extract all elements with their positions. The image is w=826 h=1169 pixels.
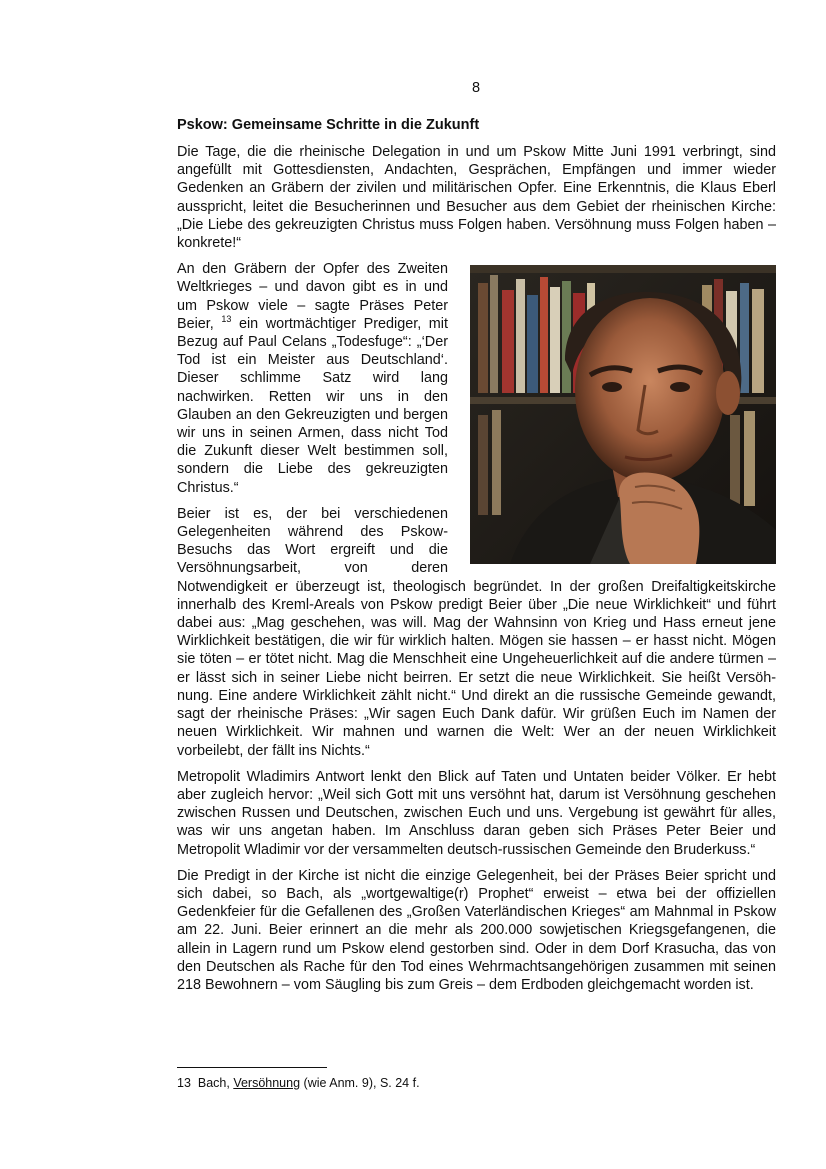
section-heading: Pskow: Gemeinsame Schritte in die Zukunft <box>177 117 480 133</box>
footnote-title: Versöhnung <box>233 1076 301 1090</box>
footnote-divider <box>177 1067 327 1068</box>
footnote-rest: (wie Anm. 9), S. 24 f. <box>303 1076 420 1090</box>
footnote <box>177 1075 420 1091</box>
footnote-number: 13 <box>177 1076 191 1090</box>
footnote-author: Bach, <box>197 1076 230 1090</box>
article-body <box>177 116 776 1002</box>
paragraph-5: Die Predigt in der Kirche ist nicht die einzige Gelegenheit, bei der Präses Beier spricht und sich dabei, so Bach, als „wortgewaltige(r) Prophet“ erweist – etwa bei der offiziellen Gedenkfeier für die Gefallenen des „Großen Vaterländischen Krieges“ am Mahnmal in Pskow am 22. Juni. Beier erinnert an die mehr als 200.000 sowjetischen Kriegsgefangenen, die allein in Lagern rund um Pskow elend gestorben sind. Oder in dem Dorf Krasucha, das von den Deutschen als Rache für den Tod eines Wehrmachtsangehörigen zusammen mit seinen 218 Bewohnern – vom Säugling bis zum Greis – dem Erdboden gleichgemacht worden ist. <box>177 867 776 993</box>
page-number: 8 <box>471 80 481 96</box>
paragraph-2-text-b: ein wortmächtiger Prediger, mit Bezug auf Paul Celans „Todesfuge“: „‘Der Tod ist ein Meister aus Deutschland‘. Dieser schlimme Satz wird lang nachwirken. Retten wir uns in den Glauben an den Gekreuzigten und bergen wir uns in seinen Armen, dass nicht Tod die Zukunft dieser Welt bestimmen soll, sondern die Liebe des gekreuzigten Christus.“ <box>177 315 448 496</box>
paragraph-1: Die Tage, die die rheinische Delegation in und um Pskow Mitte Juni 1991 verbringt, sind angefüllt mit Gottesdiensten, Andachten, Gesprächen, Empfängen und immer wieder Gedenken an Gräbern der zivilen und militärischen Opfer. Eine Erkenntnis, die Klaus Eberl ausspricht, leitet die Besucherinnen und Besucher aus dem Gebiet der rheinischen Kirche: „Die Liebe des gekreuzigten Christus muss Folgen haben. Versöhnung muss Folgen haben – konkrete!“ <box>177 144 776 252</box>
paragraph-4: Metropolit Wladimirs Antwort lenkt den Blick auf Taten und Untaten beider Völker. Er hebt aber zugleich hervor: „Weil sich Gott mit uns versöhnt hat, darum ist Versöhnung geschehen zwischen Russen und Deutschen, zwischen Euch und uns. Vergebung ist gewährt für alles, was wir uns angetan haben. Im Anschluss daran geben sich Präses Peter Beier und Metropolit Wladimir vor der versammelten deutsch-russischen Gemeinde den Bruderkuss.“ <box>177 768 776 858</box>
portrait-photo <box>470 265 776 564</box>
paragraph-2-text-a: An den Gräbern der Opfer des Zweiten Weltkrieges – und davon gibt es in und um Pskow viele – sagte Präses Peter Beier, <box>177 261 448 332</box>
footnote-reference[interactable]: 13 <box>221 313 232 324</box>
paragraph-3: Beier ist es, der bei verschiedenen Gelegenheiten während des Pskow-Besuchs das Wort ergreift und die Versöhnungsarbeit, von deren Notwendigkeit er überzeugt ist, theologisch begründet. In der großen Dreifaltigkeitskirche innerhalb des Kreml-Areals von Pskow predigt Beier über „Die neue Wirklichkeit“ und führt dabei aus: „Mag geschehen, was will. Mag der Wahnsinn von Krieg und Hass erneut jene Wirklichkeit bestätigen, die wir für wirklich halten. Mögen sie hassen – er hasst nicht. Mögen sie töten – er tötet nicht. Mag die Menschheit eine Ungeheuerlichkeit auf die andere türmen – er lässt sich in seiner Liebe nicht beirren. Er setzt die neue Wirklichkeit. Sie heißt Versöhnung. Eine andere Wirklichkeit zählt nicht.“ Und direkt an die russische Gemeinde gewandt, sagt der rheinische Präses: „Wir sagen Euch Dank dafür. Wir grüßen Euch im Namen der neuen Wirklichkeit. Wir mahnen und warnen die Welt: Wer an der neuen Wirklichkeit vorbeilebt, der fällt ins Nichts.“ <box>177 505 776 759</box>
